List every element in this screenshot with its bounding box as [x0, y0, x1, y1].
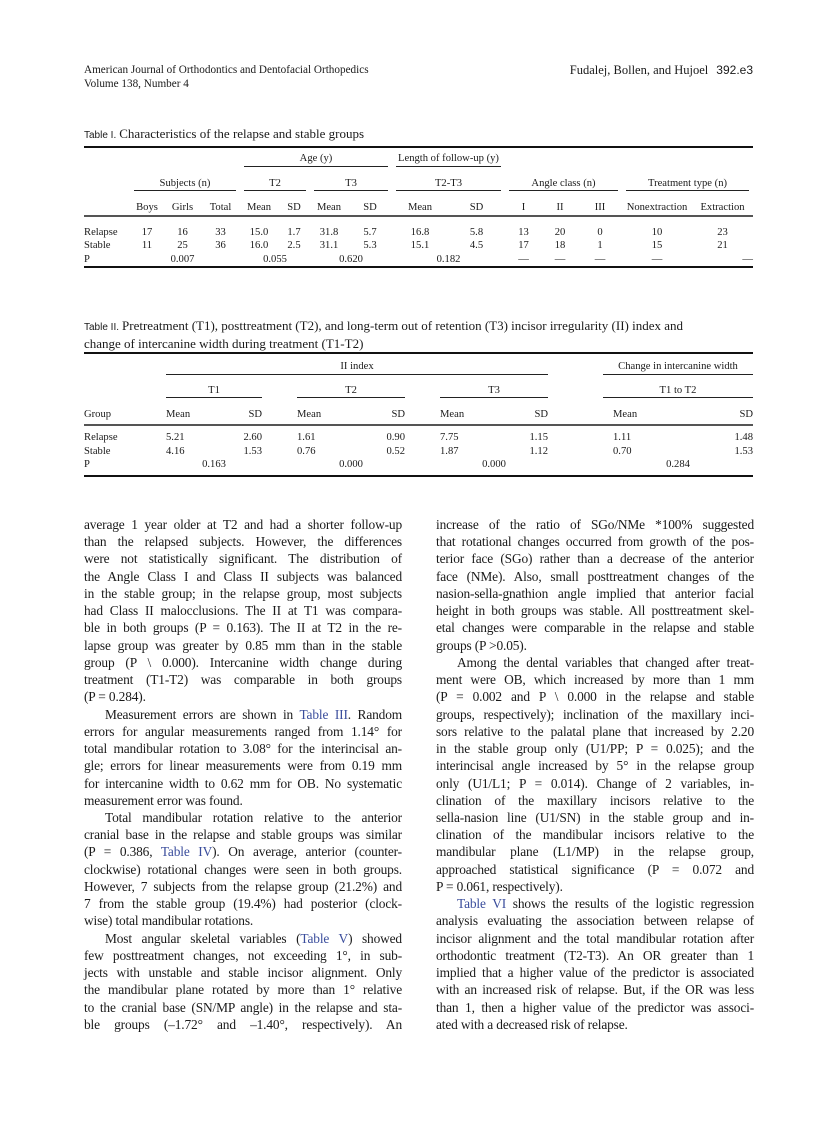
- table2-row-stable: [84, 445, 753, 459]
- dash: —: [651, 253, 663, 265]
- col-header: SD: [469, 202, 484, 213]
- cell: 1.53: [243, 445, 262, 457]
- cell: 13: [518, 226, 529, 238]
- cell: 16.0: [249, 240, 269, 251]
- body-text-line: errors for angular measurements ranged from 1.14° for: [84, 723, 402, 739]
- cell: 10: [651, 226, 663, 238]
- table-reference-link[interactable]: Table VI: [457, 896, 507, 912]
- table2-column-headers: [84, 406, 753, 425]
- body-text-line: Measurement errors are shown in Table III. Random: [105, 706, 403, 722]
- body-text-line: measurement error was found.: [84, 792, 243, 808]
- dash: —: [594, 253, 606, 265]
- col-header: Total: [209, 202, 232, 213]
- cell: 33: [215, 226, 226, 238]
- col-header: I: [521, 202, 526, 213]
- body-text-line: (P = 0.284).: [84, 689, 146, 705]
- table1-row-relapse: [84, 226, 753, 240]
- body-text-line: than the relapsed subjects. However, the differences: [84, 534, 402, 550]
- body-text-line: 7 from the stable group (19.4%) had posterior (clock-: [84, 896, 402, 912]
- cell: 1.53: [734, 445, 753, 457]
- col-header: SD: [363, 202, 377, 213]
- body-text-line: with an increased risk of relapse. But, if the OR was less: [436, 982, 754, 998]
- body-text-line: etal changes were comparable in the relapse and stable: [436, 620, 754, 636]
- cell: 25: [177, 240, 188, 251]
- cell: 0.70: [613, 445, 632, 457]
- cell: 15: [651, 240, 663, 251]
- cell: 2.60: [243, 432, 262, 443]
- body-text-line: (P = 0.002 and P \ 0.000 in the relapse and stable: [436, 689, 754, 705]
- cell: 1.48: [734, 432, 753, 443]
- p-value: 0.620: [339, 253, 363, 265]
- body-text-line: P = 0.061, respectively).: [436, 878, 563, 894]
- body-text-line: ble in both groups (P = 0.163). The II at T2 in the re-: [84, 620, 402, 636]
- col-header: Extraction: [700, 202, 745, 213]
- row-label: P: [84, 459, 90, 470]
- body-text-line: Table VI shows the results of the logistic regression: [457, 896, 754, 912]
- journal-volume: Volume 138, Number 4: [84, 78, 189, 90]
- body-text-line: nasion-sella-gnathion angle implied that anterior facial: [436, 585, 754, 601]
- table1-sub-t2t3: T2-T3: [396, 177, 501, 192]
- table2-caption: [84, 318, 754, 352]
- dash: —: [742, 253, 753, 265]
- table1-sub-treatment: Treatment type (n): [626, 177, 749, 192]
- body-text-line: groups, respectively); inclination of the maxillary inci-: [436, 706, 754, 722]
- authors: Fudalej, Bollen, and Hujoel: [569, 63, 709, 77]
- table2-sub-t1: T1: [166, 384, 262, 399]
- col-header: Boys: [136, 202, 158, 213]
- running-header-left: [84, 63, 369, 91]
- body-text-line: treatment (T1-T2) was comparable in both groups: [84, 672, 402, 688]
- body-text-line: interincisal angle increased by 5° in the relapse group: [436, 758, 754, 774]
- p-value: 0.000: [339, 459, 363, 470]
- col-header: Girls: [171, 202, 194, 213]
- row-label: Stable: [84, 240, 111, 251]
- cell: 36: [215, 240, 226, 251]
- table1-column-headers: [84, 201, 753, 216]
- p-value: 0.182: [436, 253, 461, 265]
- body-text-line: group (P \ 0.000). Intercanine width change during: [84, 654, 402, 670]
- body-text-line: incisor alignment and the total mandibular rotation after: [436, 930, 754, 946]
- table-reference-link[interactable]: Table III: [299, 706, 348, 722]
- body-text-line: analysis evaluating the association between relapse of: [436, 913, 754, 929]
- table1-row-p: [84, 253, 753, 268]
- table1-sub-subjects: Subjects (n): [134, 177, 236, 192]
- p-value: 0.007: [170, 253, 195, 265]
- table2-group-ii: II index: [166, 360, 548, 375]
- cell: 5.7: [363, 226, 377, 238]
- cell: 20: [554, 226, 566, 238]
- table1: [84, 146, 753, 268]
- body-text-line: ble groups (–1.72° and –1.40°, respectively). An: [84, 1016, 402, 1032]
- cell: 1.7: [287, 226, 301, 238]
- cell: 18: [554, 240, 566, 251]
- cell: 17: [141, 226, 153, 238]
- body-text-line: were not statistically significant. The distribution of: [84, 551, 402, 567]
- col-header-mean: Mean: [297, 409, 322, 421]
- cell: 16.8: [410, 226, 430, 238]
- col-header: SD: [287, 202, 301, 213]
- col-header-mean: Mean: [613, 409, 638, 421]
- body-text-line: face (NMe). Also, small posttreatment changes of the: [436, 568, 754, 584]
- body-text-line: implied that a higher value of the predictor is associated: [436, 965, 754, 981]
- table1-sub-t2: T2: [244, 177, 306, 192]
- cell: 5.8: [469, 226, 484, 238]
- body-text-line: to the cranial base (SN/MP angle) in the relapse and sta-: [84, 999, 402, 1015]
- cell: 4.5: [469, 240, 484, 251]
- page-number: 392.e3: [716, 63, 753, 77]
- cell: 1: [597, 240, 603, 251]
- body-text-line: orthodontic treatment (T2-T3). An OR greater than 1: [436, 947, 754, 963]
- body-text-line: ated with a decreased risk of relapse.: [436, 1016, 628, 1032]
- p-value: 0.284: [666, 459, 690, 470]
- cell: 2.5: [287, 240, 301, 251]
- body-text-line: clination of the mandibular incisors relative to the: [436, 827, 754, 843]
- body-text-line: Among the dental variables that changed after treat-: [457, 654, 754, 670]
- col-header: Mean: [407, 202, 433, 213]
- p-value: 0.000: [482, 459, 506, 470]
- col-header-mean: Mean: [166, 409, 191, 421]
- table2: [84, 352, 753, 477]
- body-text-line: the Angle Class I and Class II subjects was balanced: [84, 568, 402, 584]
- cell: 21: [717, 240, 728, 251]
- body-text-line: Total mandibular rotation relative to the anterior: [105, 809, 402, 825]
- cell: 0.90: [386, 432, 405, 443]
- cell: 0.76: [297, 445, 316, 457]
- cell: 4.16: [166, 445, 185, 457]
- table1-row-stable: [84, 239, 753, 253]
- cell: 16: [177, 226, 188, 238]
- body-text-line: that rotational changes occurred from growth of the pos-: [436, 534, 754, 550]
- cell: 15.0: [249, 226, 269, 238]
- cell: 1.15: [529, 432, 548, 443]
- table2-label: Table II.: [84, 322, 120, 333]
- col-header: Mean: [246, 202, 272, 213]
- body-text-line: Most angular skeletal variables (Table V) showed: [105, 930, 402, 946]
- table1-sub-t3: T3: [314, 177, 388, 192]
- table1-caption: [84, 126, 754, 144]
- body-text-line: in the stable group only (U1/PP; P = 0.025); and the: [436, 741, 754, 757]
- body-text-line: height in both groups was stable. All posttreatment skel-: [436, 603, 754, 619]
- col-header-sd: SD: [248, 409, 262, 421]
- cell: 1.12: [529, 445, 548, 457]
- cell: 31.1: [319, 240, 339, 251]
- body-text-line: groups (P >0.05).: [436, 637, 527, 653]
- cell: 17: [518, 240, 529, 251]
- body-text-line: total mandibular rotation to 3.08° for the interincisal an-: [84, 741, 402, 757]
- body-text-line: clockwise) rotational changes were seen in both groups.: [84, 861, 402, 877]
- cell: 5.3: [363, 240, 377, 251]
- p-value: 0.163: [202, 459, 226, 470]
- body-text-line: increase of the ratio of SGo/NMe *100% suggested: [436, 517, 754, 532]
- table2-title-line2: change of intercanine width during treatment (T1-T2): [84, 336, 364, 351]
- body-text-line: had Class II malocclusions. The II at T1 was compara-: [84, 603, 402, 619]
- table2-sub-t3: T3: [440, 384, 548, 399]
- table2-sub-t1t2: T1 to T2: [603, 384, 753, 399]
- body-text-line: clination of the maxillary incisors relative to the: [436, 792, 754, 808]
- body-text-line: terior face (SGo) rather than a decrease of the anterior: [436, 551, 754, 567]
- table2-sub-t2: T2: [297, 384, 405, 399]
- row-label: P: [84, 253, 90, 265]
- body-text-line: approached statistical significance (P = 0.072 and: [436, 861, 754, 877]
- p-value: 0.055: [263, 253, 287, 265]
- journal-name: American Journal of Orthodontics and Dentofacial Orthopedics: [84, 64, 369, 76]
- body-text-line: in the stable group; in the relapse group, most subjects: [84, 585, 402, 601]
- cell: 5.21: [166, 432, 185, 443]
- cell: 7.75: [440, 432, 459, 443]
- dash: —: [554, 253, 566, 265]
- dash: —: [518, 253, 529, 265]
- body-text-line: sella-nasion line (U1/SN) in the stable group and in-: [436, 809, 754, 825]
- body-text-line: than 1, then a higher value of the predictor was associ-: [436, 999, 754, 1015]
- table1-label: Table I.: [84, 130, 117, 141]
- cell: 15.1: [410, 240, 430, 251]
- table1-group-age: Age (y): [244, 152, 388, 167]
- table1-title: Characteristics of the relapse and stable groups: [119, 126, 364, 141]
- col-header-sd: SD: [391, 409, 405, 421]
- cell: 1.87: [440, 445, 459, 457]
- body-text-line: jects with unstable and stable incisor alignment. Only: [84, 965, 402, 981]
- body-text-line: sors relative to the palatal plane that increased by 2.20: [436, 723, 754, 739]
- row-label: Stable: [84, 445, 111, 457]
- cell: 0: [597, 226, 603, 238]
- cell: 31.8: [319, 226, 339, 238]
- row-label: Relapse: [84, 226, 118, 238]
- body-text-line: However, 7 subjects from the relapse group (21.2%) and: [84, 878, 402, 894]
- row-label: Relapse: [84, 432, 118, 443]
- cell: 11: [141, 240, 153, 251]
- body-text-line: lapse group was greater by 0.85 mm than in the stable: [84, 637, 402, 653]
- table2-row-p: [84, 458, 753, 476]
- body-text-line: (P = 0.386, Table IV). On average, anterior (counter-: [84, 844, 402, 860]
- body-text-line: few posttreatment changes, not exceeding 1°, in sub-: [84, 947, 402, 963]
- body-text-line: the mandibular plane rotated by more than 1° relative: [84, 982, 402, 998]
- cell: 0.52: [386, 445, 405, 457]
- body-column-right: [436, 516, 754, 1033]
- body-text-line: only (U1/L1; P = 0.014). Change of 2 variables, in-: [436, 775, 754, 791]
- running-header-right: [570, 63, 753, 78]
- table2-row-relapse: [84, 431, 753, 445]
- cell: 23: [717, 226, 728, 238]
- body-text-line: mandibular plane (L1/MP) in the relapse group,: [436, 844, 754, 860]
- body-text-line: for intercanine width to 0.62 mm for OB. No systematic: [84, 775, 402, 791]
- body-text-line: gle; errors for linear measurements were from 0.19 mm: [84, 758, 402, 774]
- body-text-line: ment were OB, which increased by more than 1 mm: [436, 672, 754, 688]
- col-header: Mean: [316, 202, 342, 213]
- table2-title-line1: Pretreatment (T1), posttreatment (T2), and long-term out of retention (T3) incisor irregularity (II) index and: [122, 318, 684, 333]
- col-header-sd: SD: [739, 409, 753, 421]
- cell: 1.11: [613, 432, 632, 443]
- body-text-line: wise) total mandibular rotations.: [84, 913, 254, 929]
- body-text-line: average 1 year older at T2 and had a shorter follow-up: [84, 517, 402, 532]
- col-header-sd: SD: [534, 409, 548, 421]
- col-header-group: Group: [84, 409, 112, 421]
- table1-group-followup: Length of follow-up (y): [396, 152, 501, 167]
- table-reference-link[interactable]: Table V: [300, 930, 349, 946]
- table2-group-icw: Change in intercanine width: [603, 360, 753, 375]
- table1-sub-angle: Angle class (n): [509, 177, 618, 192]
- col-header: Nonextraction: [626, 202, 688, 213]
- body-column-left: [84, 516, 402, 1033]
- col-header: III: [594, 202, 606, 213]
- col-header: II: [556, 202, 564, 213]
- body-text-line: cranial base in the relapse and stable groups was similar: [84, 827, 402, 843]
- col-header-mean: Mean: [440, 409, 465, 421]
- cell: 1.61: [297, 432, 316, 443]
- table-reference-link[interactable]: Table IV: [160, 844, 213, 860]
